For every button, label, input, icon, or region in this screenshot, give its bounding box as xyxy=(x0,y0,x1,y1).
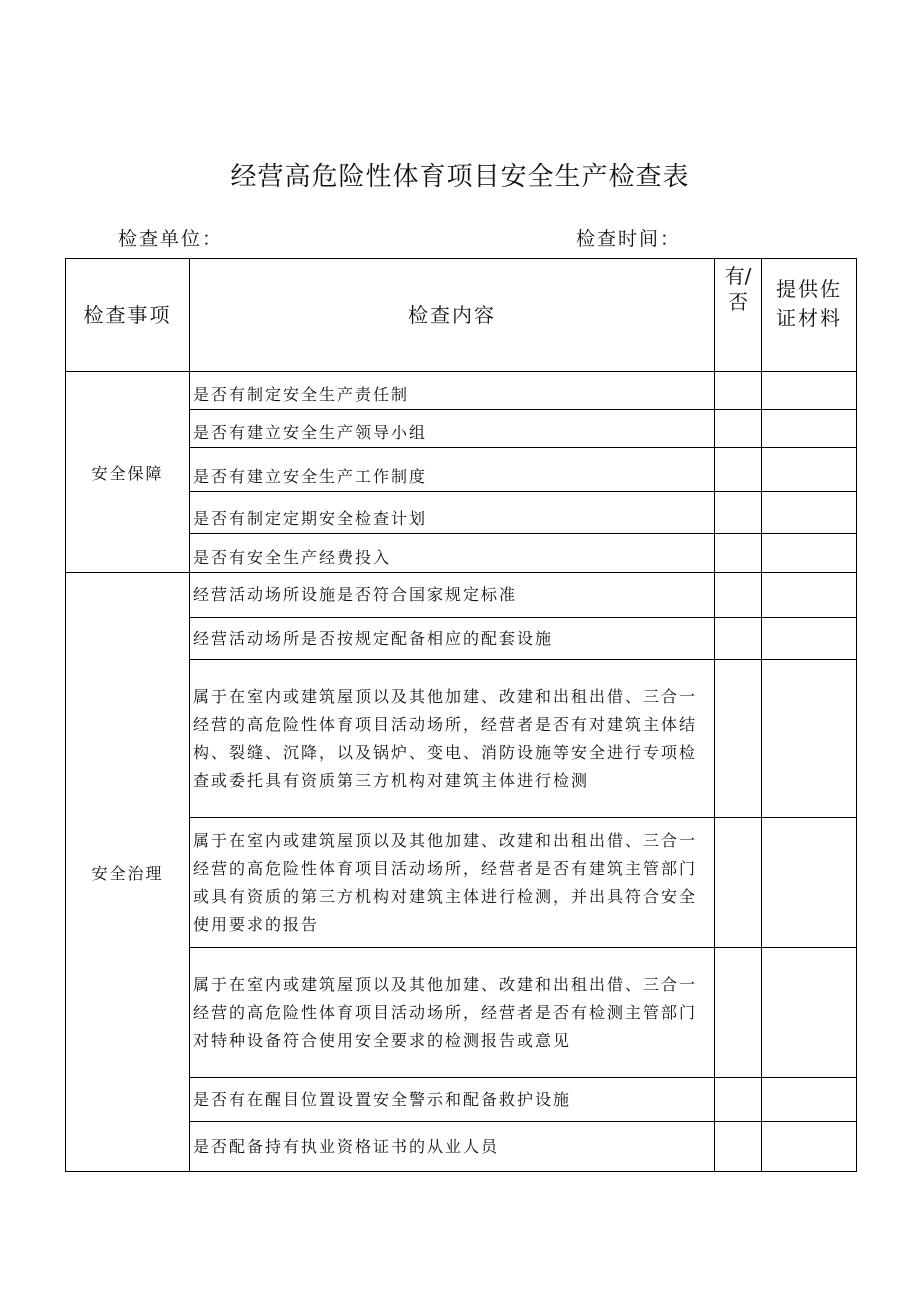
evidence-cell[interactable] xyxy=(762,448,857,492)
evidence-cell[interactable] xyxy=(762,573,857,618)
evidence-cell[interactable] xyxy=(762,372,857,410)
yes-no-cell[interactable] xyxy=(715,1078,762,1122)
header-evidence xyxy=(762,259,857,372)
inspection-time-label: 检查时间： xyxy=(576,228,682,250)
page-title: 经营高危险性体育项目安全生产检查表 xyxy=(230,162,690,192)
evidence-cell[interactable] xyxy=(762,948,857,1078)
yes-no-cell[interactable] xyxy=(715,372,762,410)
check-item: 是否有制定安全生产责任制 xyxy=(190,372,715,410)
table-row xyxy=(66,372,857,410)
evidence-cell[interactable] xyxy=(762,1078,857,1122)
check-item: 属于在室内或建筑屋顶以及其他加建、改建和出租出借、三合一经营的高危险性体育项目活动场所，经营者是否有对建筑主体结构、裂缝、沉降，以及锅炉、变电、消防设施等安全进行专项检查或委托具有资质第三方机构对建筑主体进行检测 xyxy=(190,660,715,818)
inspection-unit-label: 检查单位： xyxy=(118,228,224,250)
header-yes-no xyxy=(715,259,762,372)
check-item: 是否有建立安全生产工作制度 xyxy=(190,448,715,492)
yes-no-cell[interactable] xyxy=(715,818,762,948)
header-yes-no-top: 有/ xyxy=(724,264,752,288)
header-item: 检查事项 xyxy=(66,259,190,372)
category-safety-governance: 安全治理 xyxy=(66,573,190,1172)
check-item: 是否配备持有执业资格证书的从业人员 xyxy=(190,1122,715,1172)
check-item: 是否有安全生产经费投入 xyxy=(190,534,715,573)
header-evidence-line2: 证材料 xyxy=(776,306,842,330)
table-row xyxy=(66,573,857,618)
header-row xyxy=(66,259,857,372)
inspection-table xyxy=(65,258,857,1172)
check-item: 属于在室内或建筑屋顶以及其他加建、改建和出租出借、三合一经营的高危险性体育项目活动场所，经营者是否有检测主管部门对特种设备符合使用安全要求的检测报告或意见 xyxy=(190,948,715,1078)
check-item: 经营活动场所设施是否符合国家规定标准 xyxy=(190,573,715,618)
evidence-cell[interactable] xyxy=(762,618,857,660)
header-evidence-line1: 提供佐 xyxy=(776,277,842,301)
check-item: 是否有建立安全生产领导小组 xyxy=(190,410,715,448)
yes-no-cell[interactable] xyxy=(715,1122,762,1172)
evidence-cell[interactable] xyxy=(762,660,857,818)
yes-no-cell[interactable] xyxy=(715,573,762,618)
evidence-cell[interactable] xyxy=(762,1122,857,1172)
evidence-cell[interactable] xyxy=(762,410,857,448)
check-item: 经营活动场所是否按规定配备相应的配套设施 xyxy=(190,618,715,660)
check-item: 属于在室内或建筑屋顶以及其他加建、改建和出租出借、三合一经营的高危险性体育项目活动场所，经营者是否有建筑主管部门或具有资质的第三方机构对建筑主体进行检测，并出具符合安全使用要求的报告 xyxy=(190,818,715,948)
header-content: 检查内容 xyxy=(190,259,715,372)
check-item: 是否有制定定期安全检查计划 xyxy=(190,492,715,534)
yes-no-cell[interactable] xyxy=(715,492,762,534)
evidence-cell[interactable] xyxy=(762,492,857,534)
yes-no-cell[interactable] xyxy=(715,948,762,1078)
yes-no-cell[interactable] xyxy=(715,410,762,448)
yes-no-cell[interactable] xyxy=(715,534,762,573)
yes-no-cell[interactable] xyxy=(715,448,762,492)
evidence-cell[interactable] xyxy=(762,534,857,573)
header-yes-no-bottom: 否 xyxy=(728,290,748,314)
check-item: 是否有在醒目位置设置安全警示和配备救护设施 xyxy=(190,1078,715,1122)
evidence-cell[interactable] xyxy=(762,818,857,948)
category-safety-assurance: 安全保障 xyxy=(66,372,190,573)
yes-no-cell[interactable] xyxy=(715,618,762,660)
yes-no-cell[interactable] xyxy=(715,660,762,818)
